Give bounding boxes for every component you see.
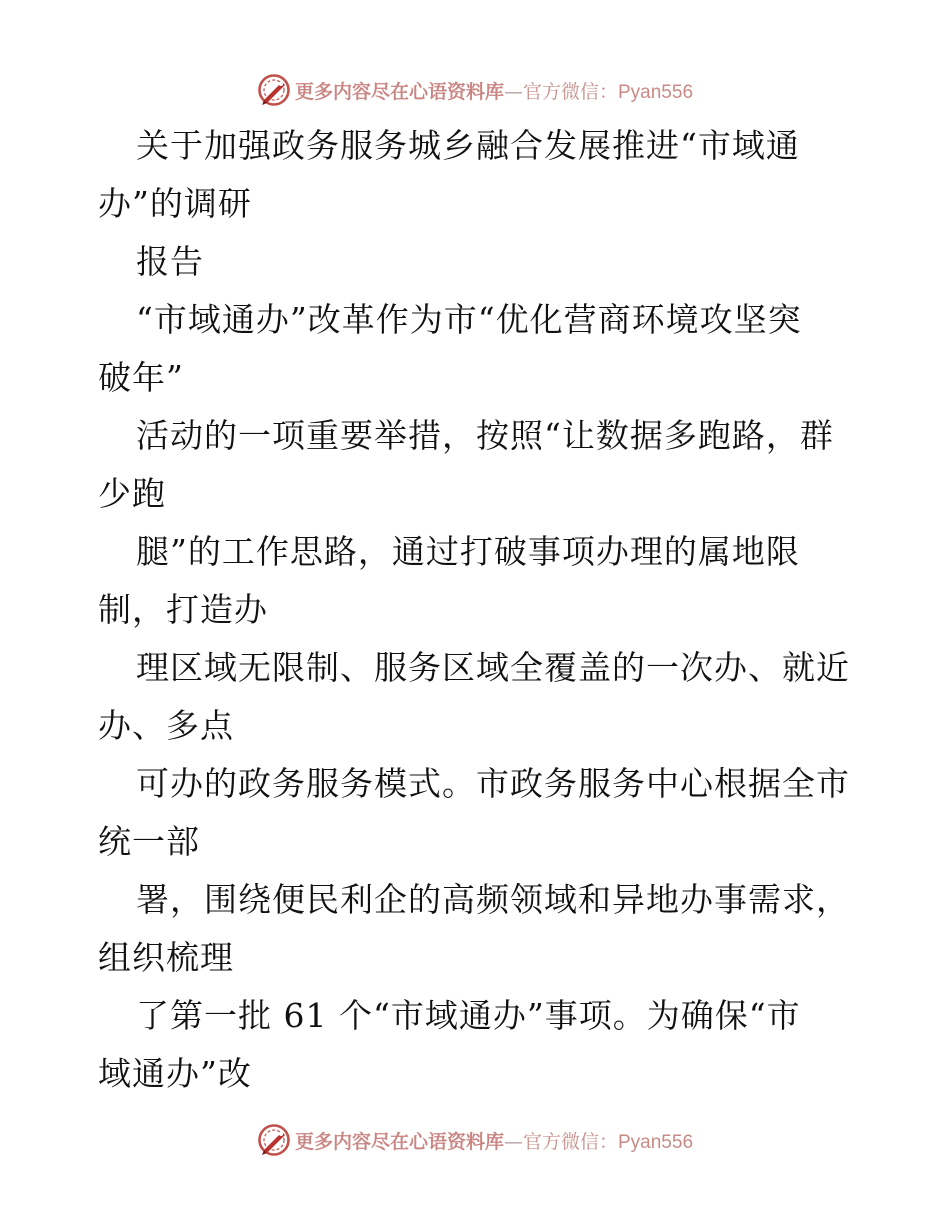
paragraph-line: 理区域无限制、服务区域全覆盖的一次办、就近 — [136, 648, 850, 687]
paragraph-line: 统一部 — [98, 822, 200, 861]
banner-main-text: 更多内容尽在心语资料库 — [294, 1130, 504, 1153]
paragraph-line: 署，围绕便民利企的高频领域和异地办事需求， — [136, 880, 850, 919]
pen-logo-icon — [257, 73, 291, 107]
pen-logo-icon — [257, 1123, 291, 1157]
footer-banner-text — [295, 1127, 693, 1154]
banner-dash: — — [503, 80, 523, 103]
header-banner — [0, 70, 950, 110]
paragraph-line: 办、多点 — [98, 706, 234, 745]
banner-main-text: 更多内容尽在心语资料库 — [294, 80, 504, 103]
document-title-line-1: 关于加强政务服务城乡融合发展推进“市域通 — [136, 126, 800, 165]
paragraph-line: “市域通办”改革作为市“优化营商环境攻坚突 — [136, 300, 802, 339]
paragraph-line: 可办的政务服务模式。市政务服务中心根据全市 — [136, 764, 850, 803]
paragraph-line: 腿”的工作思路，通过打破事项办理的属地限 — [136, 532, 800, 571]
document-title-line-2: 办”的调研 — [98, 184, 252, 223]
paragraph-line: 组织梳理 — [98, 938, 234, 977]
header-banner-text — [295, 77, 693, 104]
paragraph-line: 少跑 — [98, 474, 166, 513]
document-body — [98, 117, 858, 1103]
footer-banner — [0, 1120, 950, 1160]
banner-dash: — — [503, 1130, 523, 1153]
paragraph-line: 制，打造办 — [98, 590, 268, 629]
banner-wechat-label: 官方微信： — [522, 1130, 618, 1153]
paragraph-line: 活动的一项重要举措，按照“让数据多跑路，群 — [136, 416, 834, 455]
paragraph-line: 了第一批 61 个“市域通办”事项。为确保“市 — [136, 996, 801, 1035]
banner-wechat-id: Pyan556 — [618, 1131, 694, 1153]
document-title-line-3: 报告 — [136, 242, 204, 281]
banner-wechat-id: Pyan556 — [618, 81, 694, 103]
paragraph-line: 破年” — [98, 358, 184, 397]
banner-wechat-label: 官方微信： — [522, 80, 618, 103]
paragraph-line: 域通办”改 — [98, 1054, 252, 1093]
